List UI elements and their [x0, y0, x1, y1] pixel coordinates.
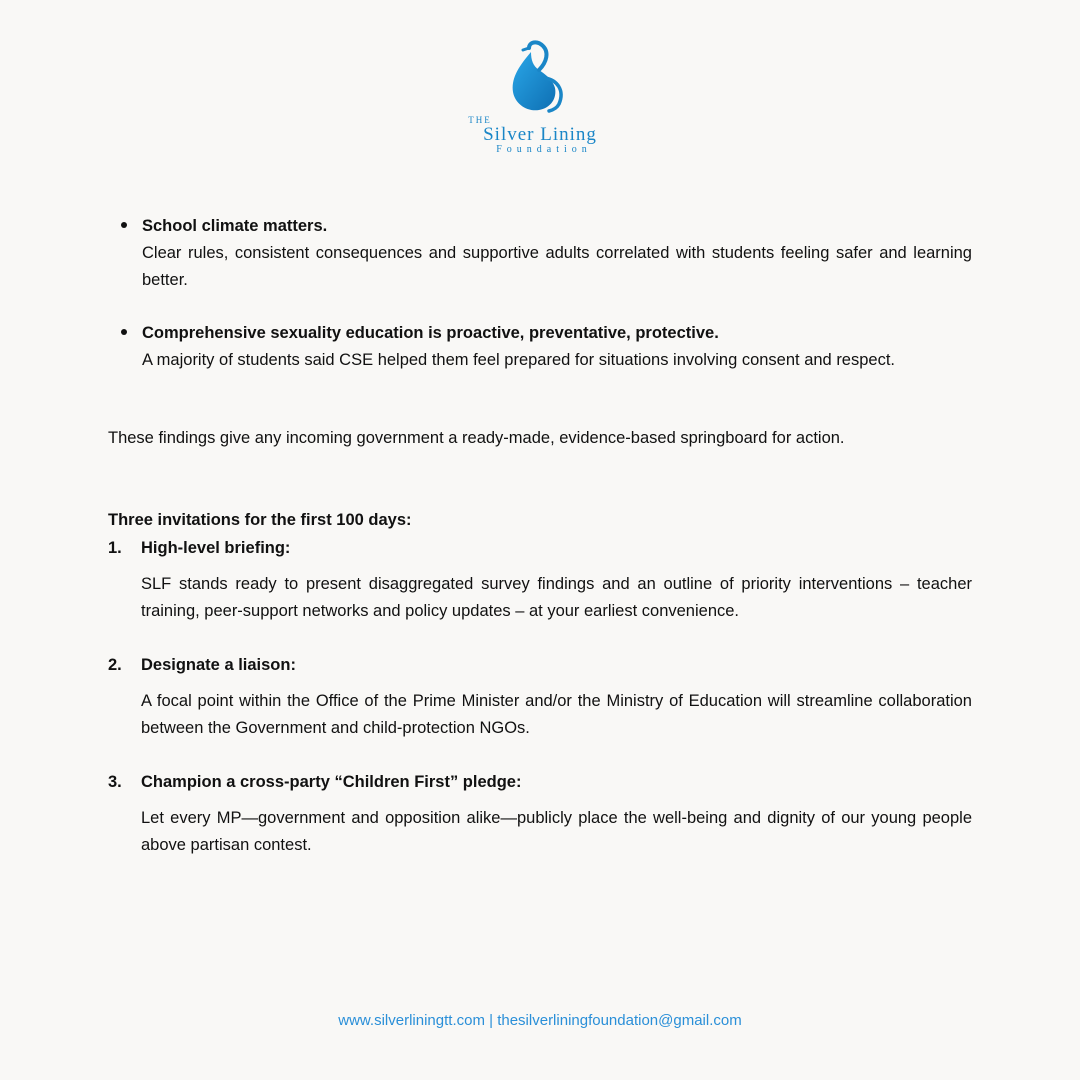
findings-list: [118, 212, 972, 399]
footer-contact: [0, 1010, 1080, 1032]
item-body: A focal point within the Office of the Prime Minister and/or the Ministry of Education will streamline collaboration between the Government and child-protection NGOs.: [141, 692, 972, 737]
website-link[interactable]: www.silverliningtt.com: [338, 1012, 485, 1029]
item-body: Let every MP—government and opposition alike—publicly place the well-being and dignity of our young people above partisan contest.: [141, 809, 972, 854]
finding-heading: School climate matters.: [142, 217, 328, 235]
item-heading: Champion a cross-party “Children First” pledge:: [141, 773, 522, 791]
swan-logo-icon: [495, 34, 585, 114]
item-number: 2.: [108, 656, 122, 674]
summary-text: These findings give any incoming government a ready-made, evidence-based springboard for action.: [108, 429, 845, 447]
finding-body: A majority of students said CSE helped them feel prepared for situations involving consent and respect.: [142, 351, 896, 369]
invitations-heading: Three invitations for the first 100 days:: [108, 511, 412, 529]
item-number: 3.: [108, 773, 122, 791]
footer-separator: |: [484, 1012, 498, 1029]
item-heading: Designate a liaison:: [141, 656, 296, 674]
logo-the: THE: [468, 115, 492, 125]
bullet-dot-icon: [121, 329, 127, 335]
list-item: [118, 212, 972, 294]
bullet-dot-icon: [121, 222, 127, 228]
invitations-list: [108, 534, 972, 885]
email-link[interactable]: thesilverliningfoundation@gmail.com: [497, 1012, 742, 1029]
item-heading: High-level briefing:: [141, 539, 291, 557]
finding-body: Clear rules, consistent consequences and supportive adults correlated with students feeling safer and learning better.: [142, 244, 972, 289]
finding-heading: Comprehensive sexuality education is proactive, preventative, protective.: [142, 324, 719, 342]
list-item: [108, 768, 972, 859]
list-item: [108, 651, 972, 742]
logo-foundation: Foundation: [496, 144, 592, 155]
list-item: [118, 319, 972, 374]
list-item: [108, 534, 972, 625]
logo-name: Silver Lining: [483, 124, 597, 145]
foundation-logo: [0, 34, 1080, 156]
item-number: 1.: [108, 539, 122, 557]
item-body: SLF stands ready to present disaggregated survey findings and an outline of priority interventions – teacher training, peer-support networks and policy updates – at your earliest convenience.: [141, 575, 972, 620]
